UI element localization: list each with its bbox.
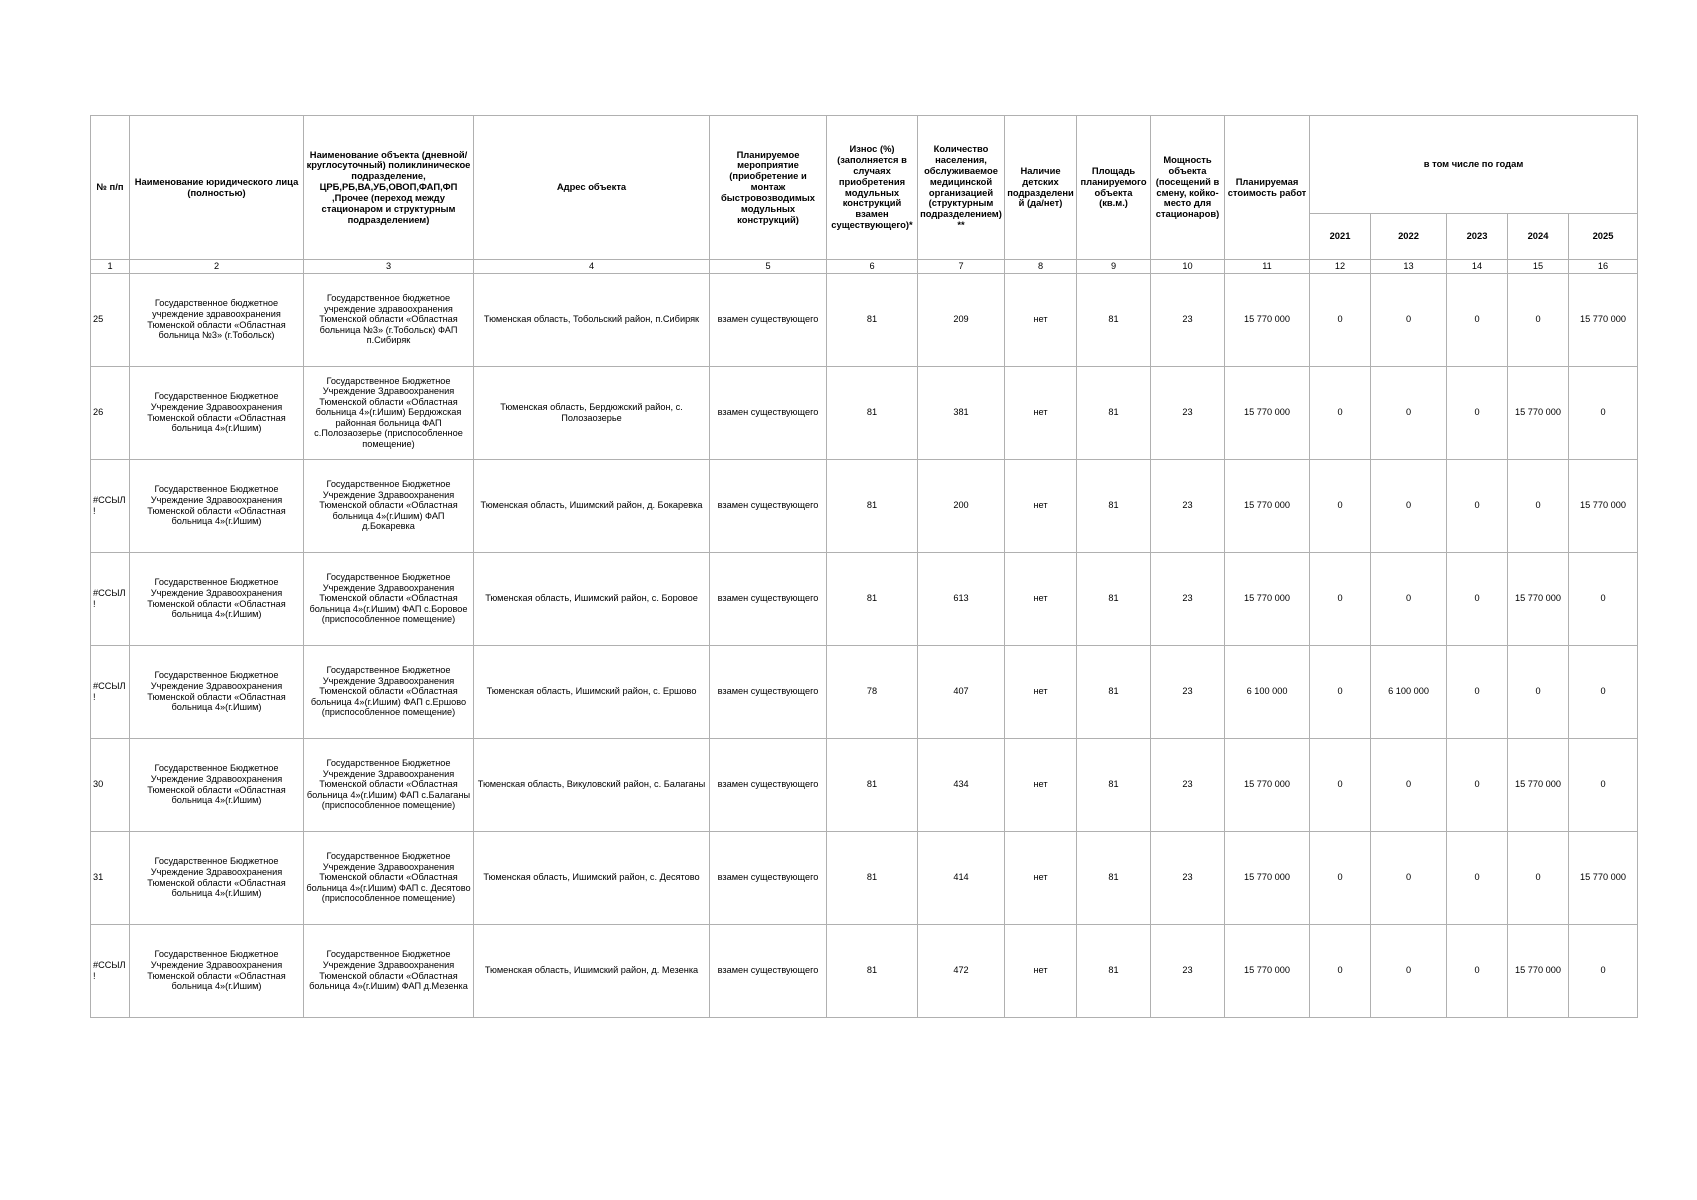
cell-year-2023: 0 [1447,831,1508,924]
cell-capacity: 23 [1151,273,1225,366]
header-no: № п/п [91,116,130,260]
header-year-2025: 2025 [1569,214,1638,260]
cell-year-2024: 15 770 000 [1508,366,1569,459]
column-number: 15 [1508,260,1569,274]
cell-year-2024: 0 [1508,831,1569,924]
cell-year-2021: 0 [1310,831,1371,924]
header-year-2024: 2024 [1508,214,1569,260]
cell-year-2021: 0 [1310,366,1371,459]
column-number: 9 [1077,260,1151,274]
column-number: 5 [710,260,827,274]
cell-wear: 81 [827,924,918,1017]
cell-planned-event: взамен существующего [710,459,827,552]
cell-capacity: 23 [1151,924,1225,1017]
header-population: Количество населения, обслуживаемое медицинской организацией (структурным подразделением)** [918,116,1005,260]
cell-year-2024: 15 770 000 [1508,738,1569,831]
cell-object-name: Государственное Бюджетное Учреждение Здравоохранения Тюменской области «Областная больница 4»(г.Ишим) ФАП с.Ершово (приспособленное помещение) [304,645,474,738]
cell-children: нет [1005,366,1077,459]
cell-year-2022: 0 [1371,738,1447,831]
column-number-row [91,260,1638,274]
cell-legal-name: Государственное Бюджетное Учреждение Здравоохранения Тюменской области «Областная больница 4»(г.Ишим) [130,924,304,1017]
cell-year-2023: 0 [1447,738,1508,831]
cell-address: Тюменская область, Бердюжский район, с. Полозаозерье [474,366,710,459]
header-year-2021: 2021 [1310,214,1371,260]
cell-address: Тюменская область, Тобольский район, п.Сибиряк [474,273,710,366]
cell-year-2022: 0 [1371,366,1447,459]
table-body [91,273,1638,1017]
cell-population: 472 [918,924,1005,1017]
header-by-years: в том числе по годам [1310,116,1638,214]
column-number: 2 [130,260,304,274]
cell-year-2022: 0 [1371,552,1447,645]
column-number: 12 [1310,260,1371,274]
column-number: 10 [1151,260,1225,274]
cell-object-name: Государственное Бюджетное Учреждение Здравоохранения Тюменской области «Областная больница 4»(г.Ишим) ФАП д.Бокаревка [304,459,474,552]
column-number: 8 [1005,260,1077,274]
cell-cost: 15 770 000 [1225,459,1310,552]
cell-capacity: 23 [1151,459,1225,552]
cell-cost: 15 770 000 [1225,552,1310,645]
cell-cost: 15 770 000 [1225,366,1310,459]
cell-year-2025: 0 [1569,738,1638,831]
cell-year-2025: 0 [1569,924,1638,1017]
table-row [91,645,1638,738]
header-year-2023: 2023 [1447,214,1508,260]
cell-address: Тюменская область, Ишимский район, с. Десятово [474,831,710,924]
cell-population: 414 [918,831,1005,924]
cell-year-2021: 0 [1310,738,1371,831]
cell-area: 81 [1077,366,1151,459]
cell-no: #ССЫЛ! [91,645,130,738]
cell-planned-event: взамен существующего [710,366,827,459]
cell-object-name: Государственное Бюджетное Учреждение Здравоохранения Тюменской области «Областная больница 4»(г.Ишим) ФАП с.Боровое (приспособленное помещение) [304,552,474,645]
cell-year-2025: 0 [1569,645,1638,738]
cell-wear: 81 [827,273,918,366]
cell-year-2022: 0 [1371,831,1447,924]
cell-cost: 15 770 000 [1225,273,1310,366]
cell-year-2024: 0 [1508,459,1569,552]
table-row [91,831,1638,924]
table-row [91,459,1638,552]
cell-no: 26 [91,366,130,459]
header-area: Площадь планируемого объекта (кв.м.) [1077,116,1151,260]
cell-wear: 81 [827,552,918,645]
cell-population: 381 [918,366,1005,459]
cell-year-2023: 0 [1447,459,1508,552]
cell-year-2023: 0 [1447,645,1508,738]
cell-year-2025: 15 770 000 [1569,831,1638,924]
cell-cost: 15 770 000 [1225,831,1310,924]
table-row [91,273,1638,366]
cell-object-name: Государственное Бюджетное Учреждение Здравоохранения Тюменской области «Областная больница 4»(г.Ишим) Бердюжская районная больница ФАП с.Полозаозерье (приспособленное помещение) [304,366,474,459]
column-number: 11 [1225,260,1310,274]
header-children: Наличие детских подразделений (да/нет) [1005,116,1077,260]
cell-cost: 15 770 000 [1225,738,1310,831]
cell-no: #ССЫЛ! [91,552,130,645]
cell-year-2023: 0 [1447,552,1508,645]
cell-legal-name: Государственное Бюджетное Учреждение Здравоохранения Тюменской области «Областная больница 4»(г.Ишим) [130,831,304,924]
cell-year-2023: 0 [1447,924,1508,1017]
cell-cost: 15 770 000 [1225,924,1310,1017]
column-number: 7 [918,260,1005,274]
cell-wear: 81 [827,459,918,552]
cell-year-2022: 6 100 000 [1371,645,1447,738]
cell-planned-event: взамен существующего [710,924,827,1017]
cell-legal-name: Государственное Бюджетное Учреждение Здравоохранения Тюменской области «Областная больница 4»(г.Ишим) [130,738,304,831]
header-cost: Планируемая стоимость работ [1225,116,1310,260]
cell-planned-event: взамен существующего [710,645,827,738]
header-wear: Износ (%) (заполняется в случаях приобретения модульных конструкций взамен существующего)* [827,116,918,260]
cell-address: Тюменская область, Ишимский район, с. Боровое [474,552,710,645]
cell-capacity: 23 [1151,366,1225,459]
cell-year-2024: 0 [1508,645,1569,738]
cell-year-2025: 15 770 000 [1569,459,1638,552]
table-row [91,552,1638,645]
cell-legal-name: Государственное Бюджетное Учреждение Здравоохранения Тюменской области «Областная больница 4»(г.Ишим) [130,459,304,552]
cell-population: 200 [918,459,1005,552]
cell-population: 209 [918,273,1005,366]
cell-wear: 81 [827,831,918,924]
cell-year-2022: 0 [1371,459,1447,552]
cell-cost: 6 100 000 [1225,645,1310,738]
header-planned-event: Планируемое мероприятие (приобретение и монтаж быстровозводимых модульных конструкций) [710,116,827,260]
cell-population: 613 [918,552,1005,645]
cell-children: нет [1005,552,1077,645]
cell-capacity: 23 [1151,552,1225,645]
cell-planned-event: взамен существующего [710,738,827,831]
cell-year-2024: 0 [1508,273,1569,366]
cell-year-2021: 0 [1310,645,1371,738]
cell-planned-event: взамен существующего [710,831,827,924]
cell-year-2023: 0 [1447,366,1508,459]
cell-capacity: 23 [1151,738,1225,831]
column-number: 3 [304,260,474,274]
cell-wear: 78 [827,645,918,738]
table-row [91,738,1638,831]
header-object-name: Наименование объекта (дневной/круглосуточный) поликлиническое подразделение, ЦРБ,РБ,ВА,УБ,ОВОП,ФАП,ФП ,Прочее (переход между стационаром и структурным подразделением) [304,116,474,260]
cell-legal-name: Государственное бюджетное учреждение здравоохранения Тюменской области «Областная больница №3» (г.Тобольск) [130,273,304,366]
cell-year-2023: 0 [1447,273,1508,366]
header-year-2022: 2022 [1371,214,1447,260]
cell-legal-name: Государственное Бюджетное Учреждение Здравоохранения Тюменской области «Областная больница 4»(г.Ишим) [130,552,304,645]
cell-address: Тюменская область, Викуловский район, с. Балаганы [474,738,710,831]
cell-area: 81 [1077,924,1151,1017]
cell-year-2021: 0 [1310,459,1371,552]
cell-year-2022: 0 [1371,273,1447,366]
cell-no: 31 [91,831,130,924]
cell-area: 81 [1077,645,1151,738]
cell-object-name: Государственное Бюджетное Учреждение Здравоохранения Тюменской области «Областная больница 4»(г.Ишим) ФАП д.Мезенка [304,924,474,1017]
cell-year-2024: 15 770 000 [1508,552,1569,645]
table-row [91,924,1638,1017]
cell-year-2022: 0 [1371,924,1447,1017]
cell-year-2021: 0 [1310,552,1371,645]
cell-wear: 81 [827,366,918,459]
header-address: Адрес объекта [474,116,710,260]
cell-year-2024: 15 770 000 [1508,924,1569,1017]
cell-planned-event: взамен существующего [710,552,827,645]
cell-capacity: 23 [1151,831,1225,924]
cell-children: нет [1005,459,1077,552]
cell-children: нет [1005,645,1077,738]
data-table [90,115,1638,1018]
cell-wear: 81 [827,738,918,831]
cell-address: Тюменская область, Ишимский район, с. Ершово [474,645,710,738]
cell-year-2025: 15 770 000 [1569,273,1638,366]
cell-no: #ССЫЛ! [91,459,130,552]
cell-area: 81 [1077,459,1151,552]
cell-address: Тюменская область, Ишимский район, д. Бокаревка [474,459,710,552]
cell-children: нет [1005,273,1077,366]
table-row [91,366,1638,459]
cell-children: нет [1005,924,1077,1017]
cell-population: 434 [918,738,1005,831]
cell-area: 81 [1077,273,1151,366]
column-number: 16 [1569,260,1638,274]
cell-year-2021: 0 [1310,273,1371,366]
header-row [91,116,1638,214]
cell-planned-event: взамен существующего [710,273,827,366]
column-number: 14 [1447,260,1508,274]
cell-year-2025: 0 [1569,552,1638,645]
column-number: 1 [91,260,130,274]
cell-object-name: Государственное Бюджетное Учреждение Здравоохранения Тюменской области «Областная больница 4»(г.Ишим) ФАП с. Десятово (приспособленное помещение) [304,831,474,924]
cell-capacity: 23 [1151,645,1225,738]
cell-no: 25 [91,273,130,366]
header-legal-name: Наименование юридического лица (полностью) [130,116,304,260]
cell-children: нет [1005,831,1077,924]
cell-area: 81 [1077,831,1151,924]
cell-legal-name: Государственное Бюджетное Учреждение Здравоохранения Тюменской области «Областная больница 4»(г.Ишим) [130,366,304,459]
cell-object-name: Государственное Бюджетное Учреждение Здравоохранения Тюменской области «Областная больница 4»(г.Ишим) ФАП с.Балаганы (приспособленное помещение) [304,738,474,831]
column-number: 4 [474,260,710,274]
cell-area: 81 [1077,552,1151,645]
column-number: 6 [827,260,918,274]
cell-children: нет [1005,738,1077,831]
cell-population: 407 [918,645,1005,738]
cell-year-2025: 0 [1569,366,1638,459]
cell-area: 81 [1077,738,1151,831]
cell-legal-name: Государственное Бюджетное Учреждение Здравоохранения Тюменской области «Областная больница 4»(г.Ишим) [130,645,304,738]
cell-object-name: Государственное бюджетное учреждение здравоохранения Тюменской области «Областная больница №3» (г.Тобольск) ФАП п.Сибиряк [304,273,474,366]
cell-address: Тюменская область, Ишимский район, д. Мезенка [474,924,710,1017]
cell-no: 30 [91,738,130,831]
cell-year-2021: 0 [1310,924,1371,1017]
header-capacity: Мощность объекта (посещений в смену, койко-место для стационаров) [1151,116,1225,260]
cell-no: #ССЫЛ! [91,924,130,1017]
column-number: 13 [1371,260,1447,274]
